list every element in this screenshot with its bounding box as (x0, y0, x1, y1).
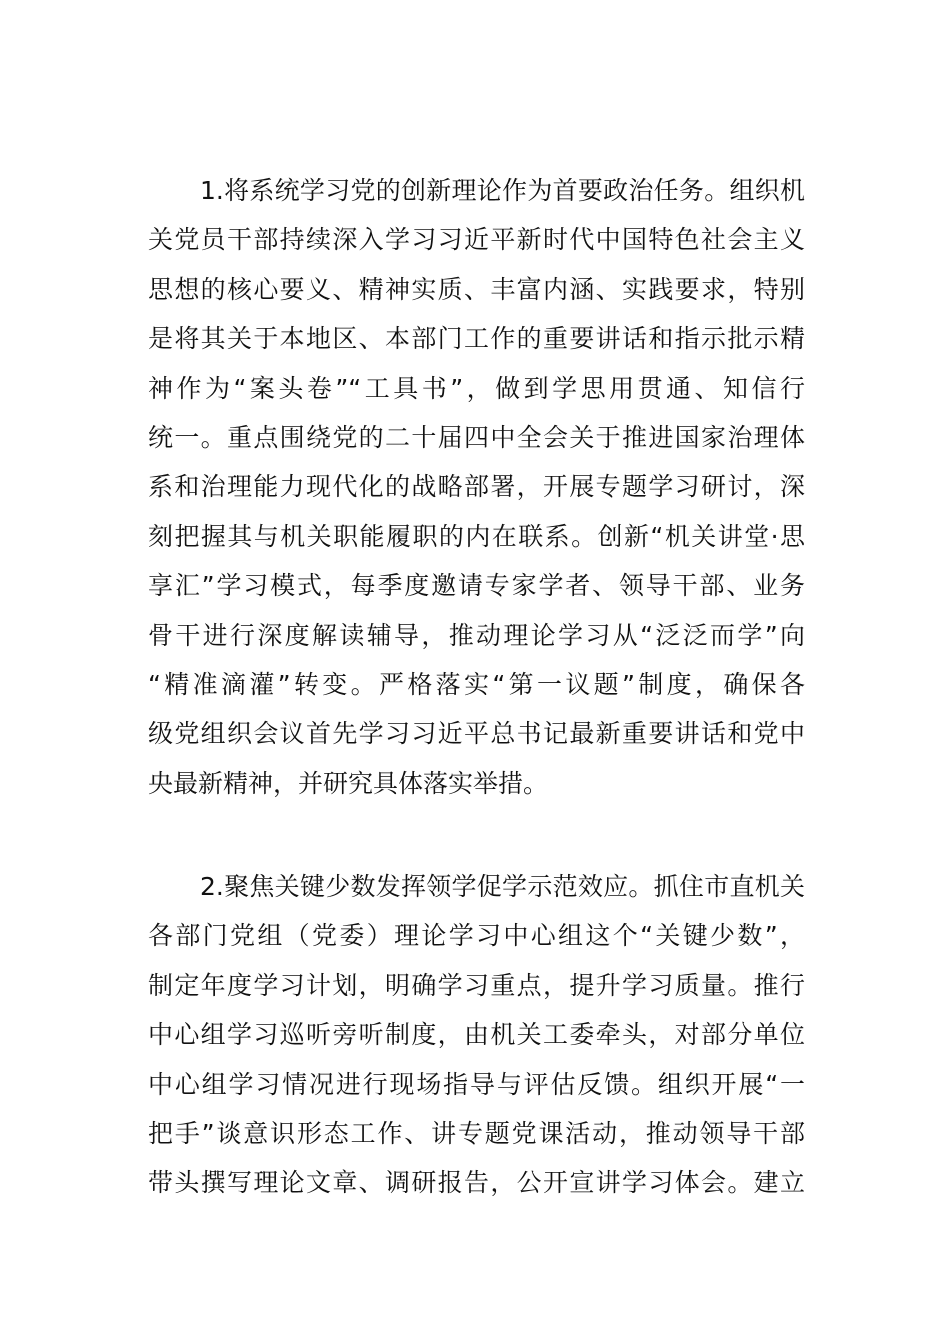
text-line: 神作为“案头卷”“工具书”，做到学思用贯通、知信行 (148, 373, 805, 403)
text-line: 带头撰写理论文章、调研报告，公开宣讲学习体会。建立 (148, 1168, 805, 1198)
text-line: 级党组织会议首先学习习近平总书记最新重要讲话和党中 (148, 719, 805, 749)
text-line: 思想的核心要义、精神实质、丰富内涵、实践要求，特别 (148, 274, 805, 304)
text-line: 刻把握其与机关职能履职的内在联系。创新“机关讲堂·思 (148, 521, 805, 551)
text-line: 系和治理能力现代化的战略部署，开展专题学习研讨，深 (148, 472, 805, 502)
text-line: 把手”谈意识形态工作、讲专题党课活动，推动领导干部 (148, 1118, 805, 1148)
text-line: 享汇”学习模式，每季度邀请专家学者、领导干部、业务 (148, 571, 805, 601)
text-line: 是将其关于本地区、本部门工作的重要讲话和指示批示精 (148, 324, 805, 354)
text-line: 各部门党组（党委）理论学习中心组这个“关键少数”， (148, 921, 805, 951)
text-line: 央最新精神，并研究具体落实举措。 (148, 768, 549, 798)
text-line: 骨干进行深度解读辅导，推动理论学习从“泛泛而学”向 (148, 620, 805, 650)
text-line: 关党员干部持续深入学习习近平新时代中国特色社会主义 (148, 225, 805, 255)
text-line: 统一。重点围绕党的二十届四中全会关于推进国家治理体 (148, 422, 805, 452)
text-line: 制定年度学习计划，明确学习重点，提升学习质量。推行 (148, 970, 805, 1000)
text-line: 2.聚焦关键少数发挥领学促学示范效应。抓住市直机关 (200, 872, 805, 901)
text-line: “精准滴灌”转变。严格落实“第一议题”制度，确保各 (148, 669, 805, 699)
paragraph-2 (148, 862, 805, 1208)
text-line: 1.将系统学习党的创新理论作为首要政治任务。组织机 (200, 176, 805, 205)
paragraph-1 (148, 166, 805, 808)
text-line: 中心组学习情况进行现场指导与评估反馈。组织开展“一 (148, 1069, 805, 1099)
text-line: 中心组学习巡听旁听制度，由机关工委牵头，对部分单位 (148, 1020, 805, 1050)
